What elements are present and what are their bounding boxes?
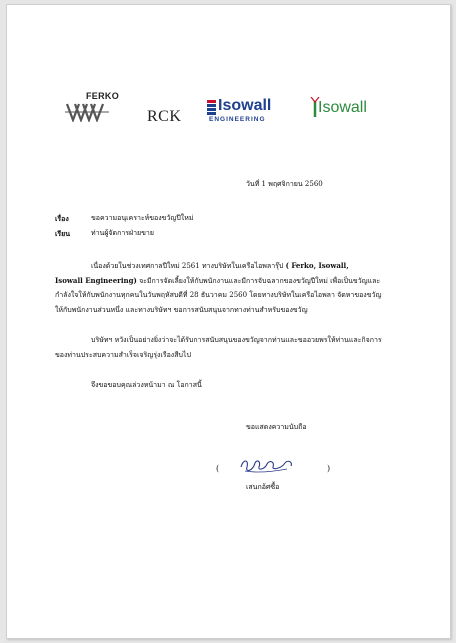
ferko-mark-icon	[65, 102, 111, 122]
signature-paren-open: (	[216, 464, 220, 473]
body-p2-line2: ของท่านประสบความสำเร็จเจริญรุ่งเรืองสืบไป	[55, 351, 191, 359]
signatory-name: เสนกอ้ศซื้อ	[246, 483, 280, 491]
rck-logo: RCK	[147, 108, 182, 125]
subject-label: เรื่อง	[55, 214, 69, 223]
company-list-start: ( Ferko, Isowall,	[285, 261, 349, 270]
signature-paren-close: )	[327, 464, 331, 473]
body-p1-line4: ให้กับพนักงานส่วนหนึ่ง และทางบริษัทฯ ขอการสนับสนุนจากทางท่านสำหรับของขวัญ	[55, 306, 308, 314]
to-label: เรียน	[55, 229, 71, 238]
letter-page	[6, 4, 451, 639]
letter-date: วันที่ 1 พฤศจิกายน 2560	[246, 180, 323, 188]
isowall-engineering-logo	[207, 97, 287, 127]
isowall-bars-icon	[207, 100, 217, 116]
isowall-logo	[310, 95, 380, 123]
body-p1-line1	[91, 261, 349, 271]
subject-text: ขอความอนุเคราะห์ของขวัญปีใหม่	[91, 214, 194, 222]
body-p1-line3: กำลังใจให้กับพนักงานทุกคนในวันพฤหัสบดีที่ 28 ธันวาคม 2560 โดยทางบริษัทในเครือไอพลา จัดหาของขวัญ	[55, 291, 382, 299]
isowall-engineering-wordmark: Isowall	[218, 97, 272, 114]
isowall-wordmark: Isowall	[318, 99, 367, 116]
handwritten-signature	[237, 455, 297, 475]
ferko-wordmark: FERKO	[86, 91, 119, 101]
body-p1-line1-text: เนื่องด้วยในช่วงเทศกาลปีใหม่ 2561 ทางบริษัทในเครือไอพลารุ๊ป	[91, 262, 284, 270]
body-p2-line1: บริษัทฯ หวังเป็นอย่างยิ่งว่าจะได้รับการสนับสนุนของขวัญจากท่านและขออวยพรให้ท่านและกิจการ	[91, 336, 382, 344]
body-p1-line2-text: จะมีการจัดเลี้ยงให้กับพนักงานและมีการจับฉลากของขวัญปีใหม่ เพื่อเป็นขวัญและ	[139, 277, 381, 285]
to-text: ท่านผู้จัดการฝ่ายขาย	[91, 229, 154, 237]
body-p3: จึงขอขอบคุณล่วงหน้ามา ณ โอกาสนี้	[91, 381, 202, 389]
engineering-text: ENGINEERING	[209, 116, 266, 123]
company-list-end: Isowall Engineering)	[55, 276, 137, 285]
body-p1-line2	[55, 276, 380, 286]
closing-text: ขอแสดงความนับถือ	[246, 423, 307, 431]
ferko-logo	[61, 91, 131, 123]
